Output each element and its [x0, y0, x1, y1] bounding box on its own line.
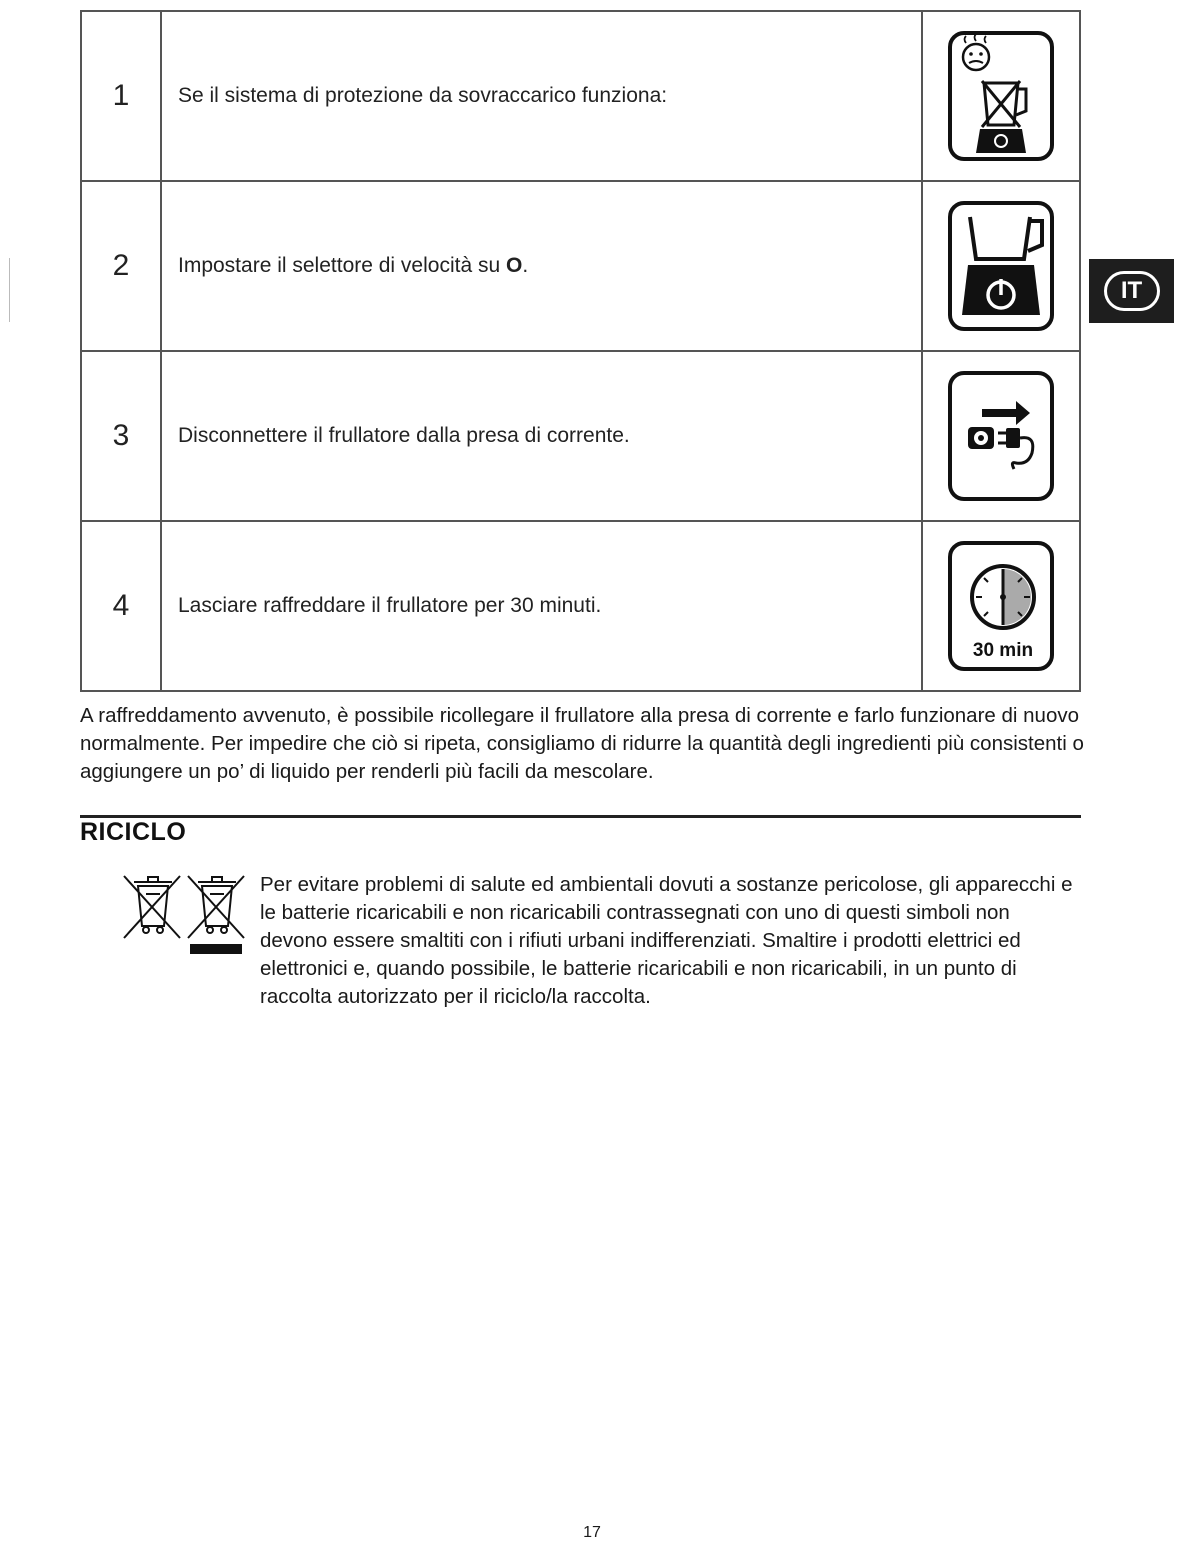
after-cooling-paragraph: A raffreddamento avvenuto, è possibile ricollegare il frullatore alla presa di corrente e farlo funzionare di nuovo normalmente. Per impedire che ciò si ripeta, consigliamo di ridurre la quantità degli ingredienti più consistenti o aggiungere un po’ di liquido per renderli più facili da mescolare. — [80, 704, 1084, 783]
overheated-blender-icon — [946, 29, 1056, 163]
language-code: IT — [1104, 271, 1160, 311]
weee-bar — [190, 944, 242, 954]
section-divider — [80, 815, 1081, 818]
timer-label: 30 min — [972, 640, 1034, 661]
page-number: 17 — [583, 1524, 601, 1541]
language-tab — [1089, 259, 1174, 323]
crossed-bin-bar-icon — [188, 876, 244, 938]
step-text: Impostare il selettore di velocità su O. — [161, 181, 922, 351]
step-number: 1 — [81, 11, 161, 181]
recycling-heading: RICICLO — [80, 818, 187, 846]
step-row — [81, 521, 1080, 691]
unplug-icon — [946, 369, 1056, 503]
timer-icon — [946, 539, 1056, 673]
step-text: Lasciare raffreddare il frullatore per 30 minuti. — [161, 521, 922, 691]
step-number: 4 — [81, 521, 161, 691]
step-text: Disconnettere il frullatore dalla presa di corrente. — [161, 351, 922, 521]
step-row — [81, 181, 1080, 351]
blender-power-off-icon — [946, 199, 1056, 333]
step-number: 2 — [81, 181, 161, 351]
step-row — [81, 351, 1080, 521]
crossed-bin-icon — [124, 876, 180, 938]
step-number: 3 — [81, 351, 161, 521]
step-text: Se il sistema di protezione da sovraccarico funziona: — [161, 11, 922, 181]
step-row — [81, 11, 1080, 181]
page-edge-mark — [9, 258, 10, 322]
recycling-paragraph: Per evitare problemi di salute ed ambientali dovuti a sostanze pericolose, gli apparecchi e le batterie ricaricabili e non ricaricabili contrassegnati con uno di questi simboli non devono essere smaltiti con i rifiuti urbani indifferenziati. Smaltire i prodotti elettrici ed elettronici e, quando possibile, le batterie ricaricabili e non ricaricabili, in un punto di raccolta autorizzato per il riciclo/la raccolta. — [260, 873, 1073, 1008]
steps-table — [80, 10, 1081, 692]
weee-bin-icons — [122, 874, 246, 956]
